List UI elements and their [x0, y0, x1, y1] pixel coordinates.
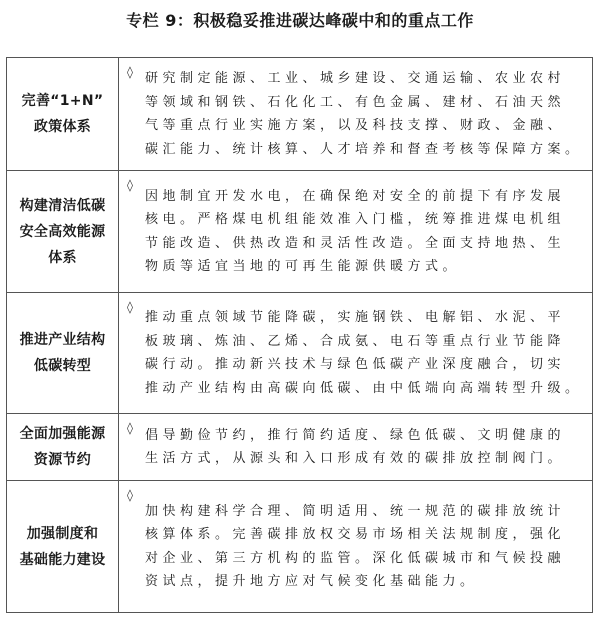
- row-label-line: 加强制度和: [26, 525, 99, 542]
- row-label: [7, 58, 119, 171]
- content-line: 板玻璃、炼油、乙烯、合成氨、电石等重点行业节能降: [145, 333, 566, 349]
- table-row: [7, 414, 593, 481]
- content-line: 碳行动。推动新兴技术与绿色低碳产业深度融合，切实: [145, 357, 566, 372]
- content-line: 节能改造、供热改造和灵活性改造。全面支持地热、生: [145, 235, 566, 251]
- content-line: 加快构建科学合理、简明适用、统一规范的碳排放统计: [145, 503, 566, 519]
- box-title: 专栏 9：积极稳妥推进碳达峰碳中和的重点工作: [126, 11, 474, 30]
- content-line: 核电。严格煤电机组能效准入门槛，统筹推进煤电机组: [145, 212, 566, 227]
- content-line: 推动产业结构由高碳向低碳、由中低端向高端转型升级。: [145, 380, 583, 396]
- content-line: 因地制宜开发水电，在确保绝对安全的前提下有序发展: [145, 188, 566, 204]
- row-content: [119, 171, 593, 293]
- content-line: 核算体系。完善碳排放权交易市场相关法规制度，强化: [145, 527, 566, 542]
- row-content: [119, 58, 593, 171]
- content-line: 生活方式，从源头和入口形成有效的碳排放控制阀门。: [145, 451, 566, 466]
- content-line: 碳汇能力、统计核算、人才培养和督查考核等保障方案。: [145, 141, 583, 157]
- row-label: [7, 171, 119, 293]
- table-row: [7, 58, 593, 171]
- row-content: [119, 481, 593, 613]
- row-label-line: 构建清洁低碳: [19, 197, 106, 214]
- table-row: [7, 293, 593, 414]
- row-label-line: 体系: [48, 249, 77, 266]
- content-line: 等领域和钢铁、石化化工、有色金属、建材、石油天然: [145, 94, 566, 110]
- content-line: 气等重点行业实施方案，以及科技支撑、财政、金融、: [145, 118, 566, 133]
- diamond-bullet-icon: ◊: [127, 65, 133, 79]
- diamond-bullet-icon: ◊: [127, 488, 133, 502]
- content-line: 物质等适宜当地的可再生能源供暖方式。: [145, 259, 461, 274]
- row-label: [7, 293, 119, 414]
- row-label-line: 资源节约: [33, 452, 92, 468]
- diamond-bullet-icon: ◊: [127, 178, 133, 192]
- row-label-line: 推进产业结构: [19, 332, 106, 348]
- key-tasks-table: [6, 57, 593, 613]
- content-line: 研究制定能源、工业、城乡建设、交通运输、农业农村: [145, 71, 566, 86]
- table-row: [7, 171, 593, 293]
- diamond-bullet-icon: ◊: [127, 421, 133, 435]
- content-line: 推动重点领域节能降碳，实施钢铁、电解铝、水泥、平: [145, 310, 566, 325]
- content-line: 倡导勤俭节约，推行简约适度、绿色低碳、文明健康的: [145, 427, 566, 443]
- row-label-line: 政策体系: [33, 119, 92, 135]
- row-label: [7, 481, 119, 613]
- row-label-line: 基础能力建设: [19, 551, 106, 568]
- row-label-line: 全面加强能源: [19, 426, 106, 442]
- content-line: 对企业、第三方机构的监管。深化低碳城市和气候投融: [145, 550, 566, 566]
- table-row: [7, 481, 593, 613]
- content-line: 资试点，提升地方应对气候变化基础能力。: [145, 574, 478, 589]
- row-label-line: 低碳转型: [33, 358, 92, 374]
- row-label: [7, 414, 119, 481]
- row-label-line: 完善“1+N”: [21, 93, 104, 109]
- diamond-bullet-icon: ◊: [127, 300, 133, 314]
- row-label-line: 安全高效能源: [19, 223, 106, 240]
- row-content: [119, 414, 593, 481]
- row-content: [119, 293, 593, 414]
